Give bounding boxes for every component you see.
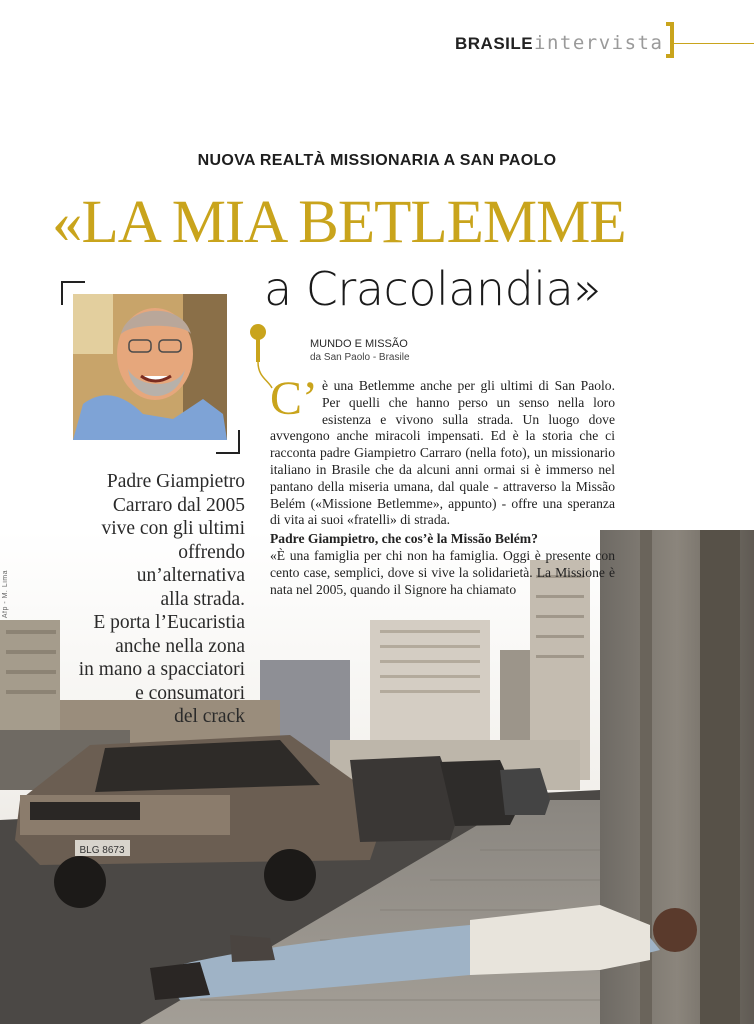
caption-line: un’alternativa — [136, 565, 245, 586]
source-place: da San Paolo - Brasile — [310, 352, 410, 363]
caption-line: anche nella zona — [115, 635, 245, 657]
interview-question: Padre Giampietro, che cos’è la Missão Belém? — [270, 531, 538, 547]
caption-line: in mano a spacciatori — [78, 659, 245, 680]
caption-line: alla strada. — [160, 588, 245, 610]
headline-line2: a Cracolandia» — [264, 262, 601, 316]
portrait-photo — [73, 294, 227, 440]
caption-line: Padre Giampietro — [106, 471, 245, 492]
article-lead: è una Betlemme anche per gli ultimi di San Paolo. Per quelli che hanno perso un senso nella loro esistenza e vivono sulla strada. Un luogo dove avvengono anche miracoli impensati. Ed è la storia che ci racconta padre Giampietro Carraro (nella foto), un missionario italiano in Brasile che da alcuni anni ormai si è immerso nel pantano della miseria umana, dal quale - attraverso la Missão Belém («Missione Betlemme», appunto) - offre una speranza di vita ai suoi «fratelli» di strada. — [270, 378, 615, 528]
caption-line: offrendo — [178, 541, 245, 563]
drop-cap: C’ — [270, 372, 318, 425]
headline-line1: «LA MIA BETLEMME — [52, 189, 626, 256]
category-label: intervista — [534, 32, 664, 54]
kicker: NUOVA REALTÀ MISSIONARIA A SAN PAOLO — [197, 152, 557, 169]
section-label: BRASILE — [455, 34, 534, 53]
side-caption — [60, 470, 245, 729]
caption-line: del crack — [174, 706, 245, 727]
caption-line: vive con gli ultimi — [101, 518, 245, 539]
interview-answer: «È una famiglia per chi non ha famiglia. Oggi è presente con cento case, semplici, dove si vive la solidarietà. La Missione è nata nel 2005, quando il Signore ha chiamato — [270, 547, 615, 597]
caption-line: E porta l’Eucaristia — [93, 612, 245, 633]
caption-line: Carraro dal 2005 — [112, 494, 245, 516]
header-bracket — [666, 22, 674, 58]
caption-line: e consumatori — [135, 682, 245, 704]
source-block — [310, 338, 410, 364]
article-body — [270, 372, 615, 598]
header-rule — [674, 43, 754, 44]
source-name: MUNDO E MISSÃO — [310, 338, 408, 350]
license-plate: BLG 8673 — [79, 845, 125, 856]
photo-credit: Afp - M. Lima — [2, 570, 9, 619]
